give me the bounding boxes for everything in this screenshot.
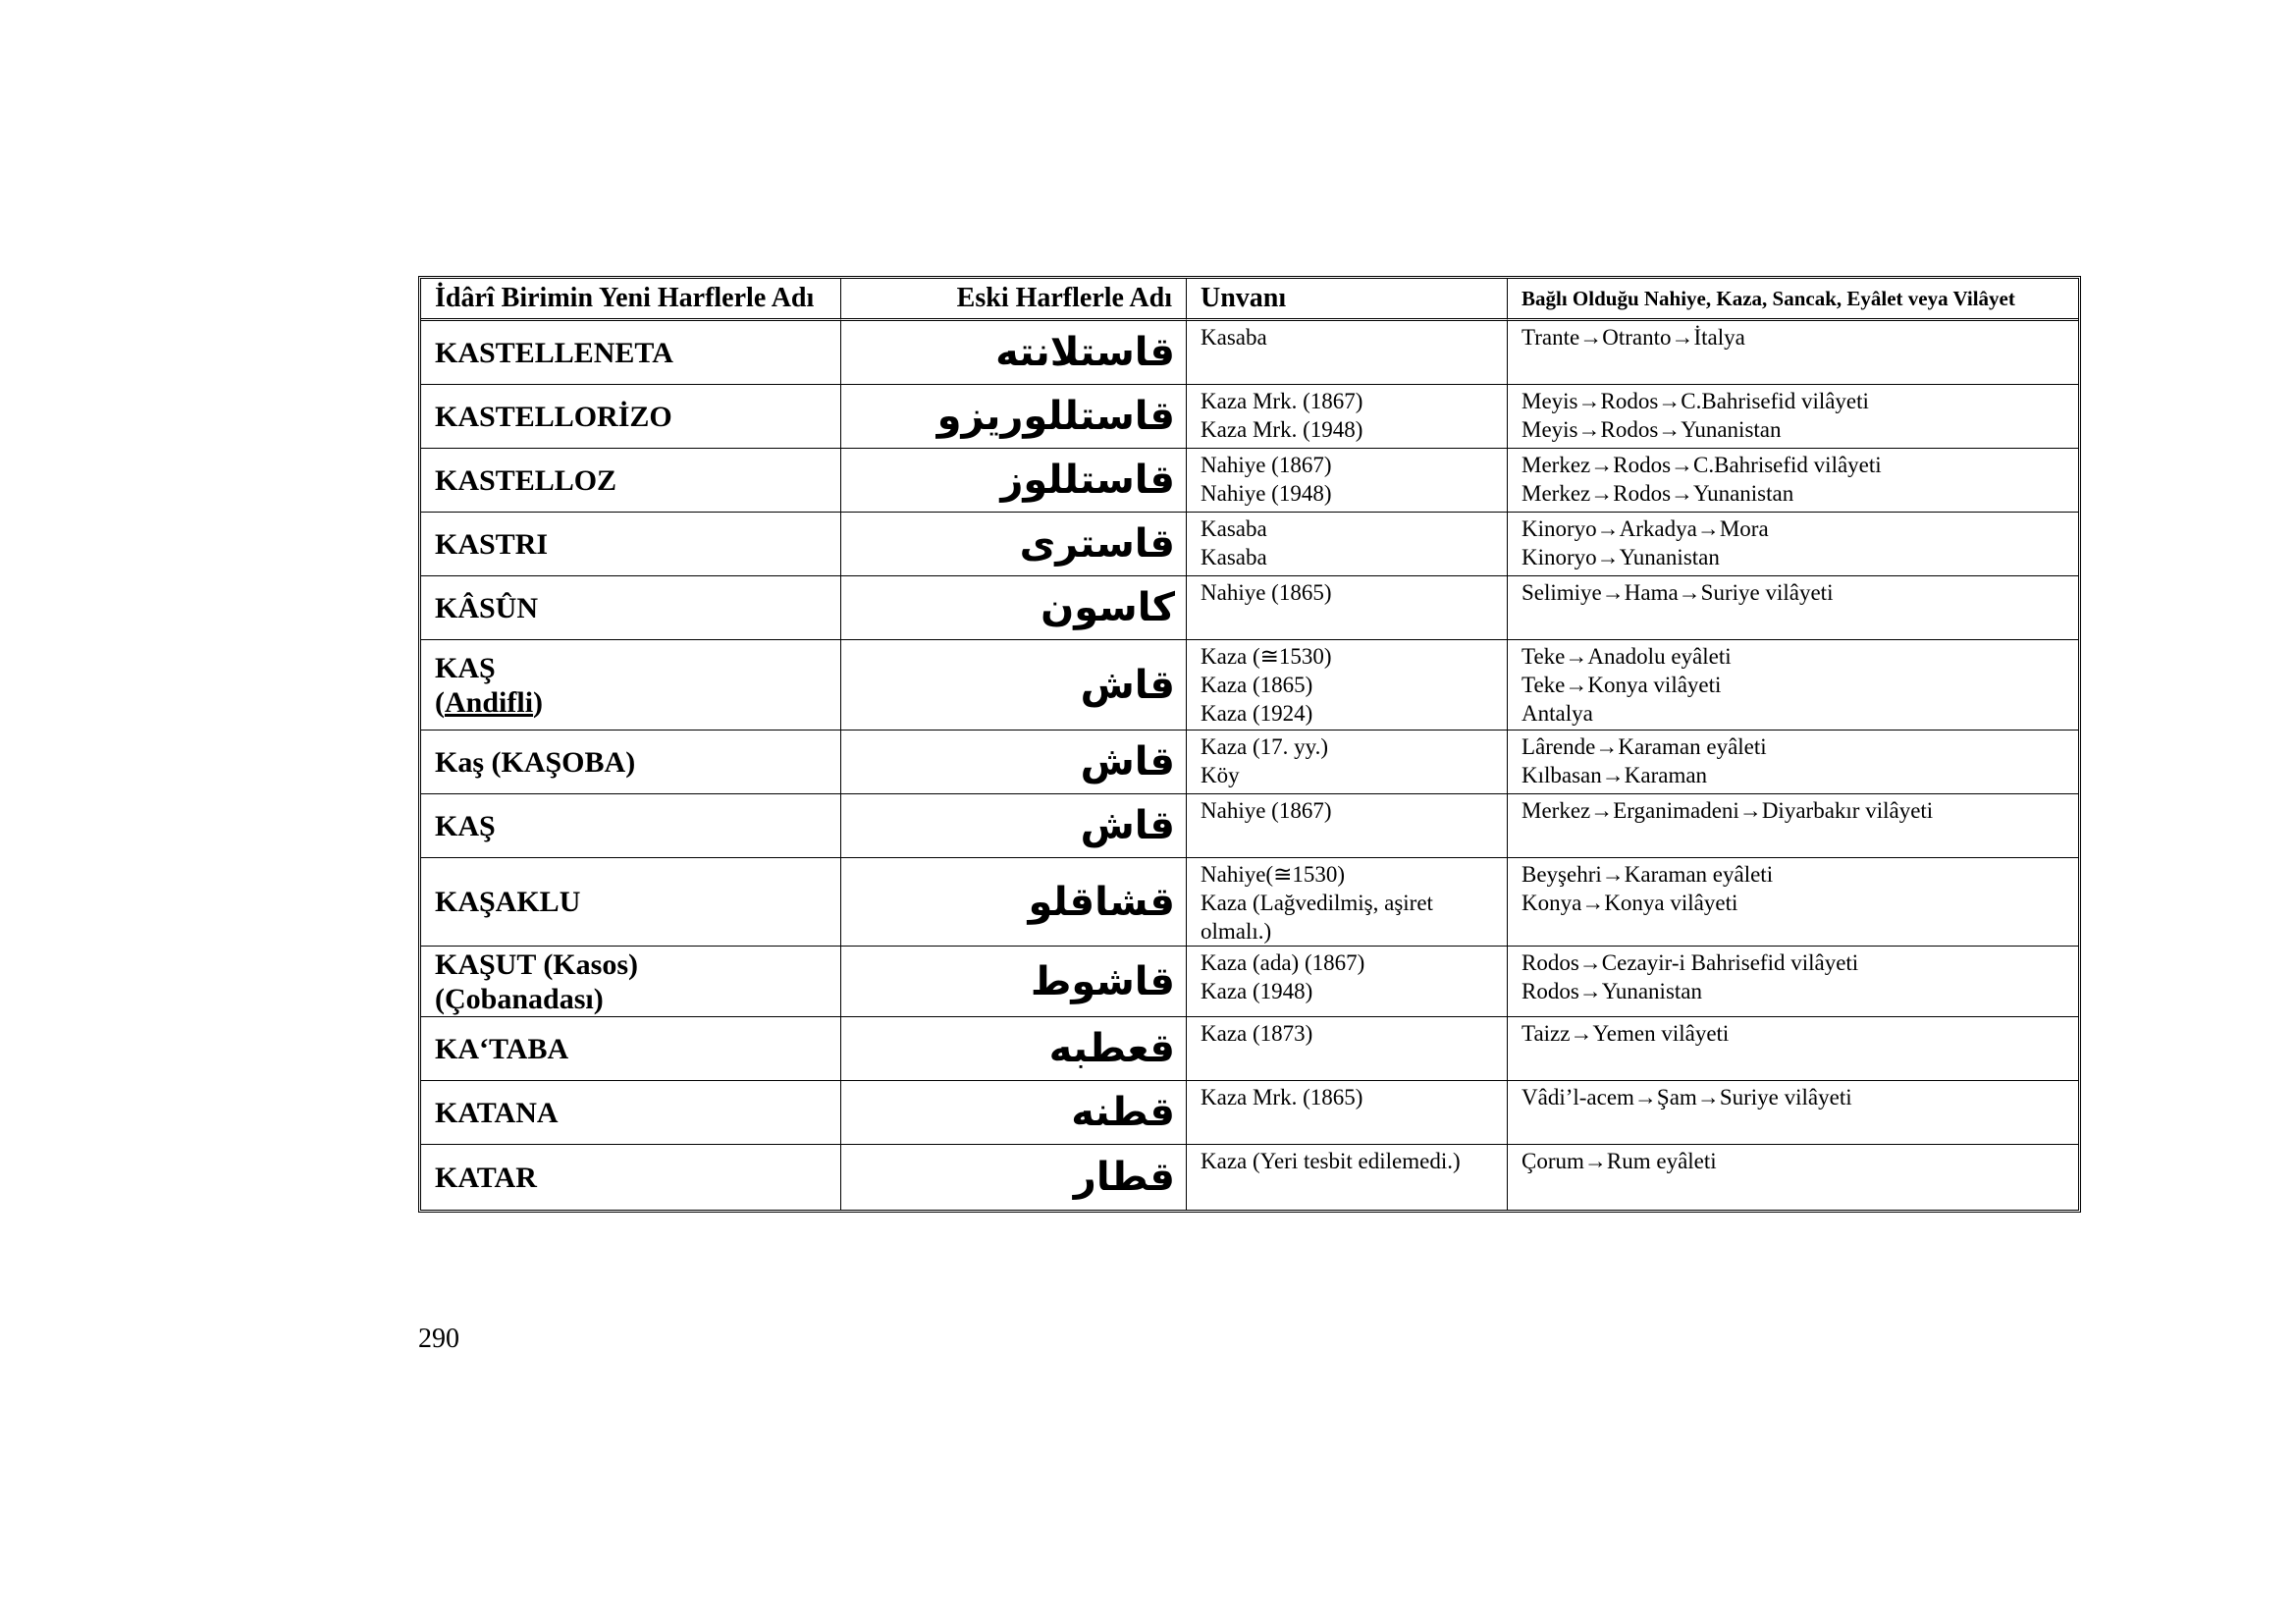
row-affiliation-line: Antalya [1522, 701, 1593, 726]
row-affiliation-cell [1508, 947, 2078, 1017]
table-body [421, 321, 2078, 1210]
row-title-line: Kaza (1948) [1201, 979, 1313, 1003]
table-row [421, 858, 2078, 947]
row-title-line: Kaza (ada) (1867) [1201, 950, 1365, 975]
row-name: KA‘TABA [435, 1032, 569, 1065]
table-row [421, 513, 2078, 576]
row-ottoman-name: قاستللوز [841, 449, 1187, 513]
row-affiliation-line: Merkez→Erganimadeni→Diyarbakır vilâyeti [1522, 798, 1934, 823]
row-name-cell [421, 513, 841, 576]
row-title-line: Nahiye (1867) [1201, 453, 1332, 477]
table-row [421, 449, 2078, 513]
row-title-line: Nahiye (1865) [1201, 580, 1332, 605]
table-row [421, 731, 2078, 794]
row-affiliation-cell [1508, 858, 2078, 947]
row-affiliation-line: Lârende→Karaman eyâleti [1522, 734, 1767, 759]
row-affiliation-line: Selimiye→Hama→Suriye vilâyeti [1522, 580, 1834, 605]
row-title-cell [1187, 321, 1508, 385]
row-name-cell [421, 449, 841, 513]
row-ottoman-name: قعطبه [841, 1017, 1187, 1081]
row-name-cell [421, 731, 841, 794]
row-ottoman-name: قاشوط [841, 947, 1187, 1017]
row-title-cell [1187, 513, 1508, 576]
row-ottoman-name: قطار [841, 1145, 1187, 1210]
row-title-cell [1187, 731, 1508, 794]
row-title-cell [1187, 640, 1508, 731]
row-name-line2: (Çobanadası) [435, 982, 604, 1015]
row-ottoman-name: قاش [841, 794, 1187, 858]
row-title-line: Kaza (1873) [1201, 1021, 1313, 1046]
row-name: KASTRI [435, 527, 549, 561]
row-ottoman-name: قاش [841, 640, 1187, 731]
row-name-cell [421, 1145, 841, 1210]
table-row [421, 1017, 2078, 1081]
row-affiliation-line: Merkez→Rodos→C.Bahrisefid vilâyeti [1522, 453, 1882, 477]
table-row [421, 640, 2078, 731]
row-affiliation-cell [1508, 513, 2078, 576]
row-ottoman-name: قشاقلو [841, 858, 1187, 947]
table-row [421, 947, 2078, 1017]
row-title-line: Kaza (1865) [1201, 673, 1313, 697]
table-row [421, 1145, 2078, 1210]
table-row [421, 385, 2078, 449]
row-affiliation-line: Çorum→Rum eyâleti [1522, 1149, 1717, 1173]
row-name-cell [421, 1081, 841, 1145]
row-affiliation-line: Kılbasan→Karaman [1522, 763, 1708, 787]
row-title-cell [1187, 858, 1508, 947]
row-affiliation-line: Konya→Konya vilâyeti [1522, 891, 1738, 915]
row-name-cell [421, 858, 841, 947]
row-title-cell [1187, 385, 1508, 449]
page-number: 290 [418, 1324, 459, 1354]
row-name: KÂSÛN [435, 591, 539, 624]
table-header-row [421, 279, 2078, 321]
row-name-cell [421, 794, 841, 858]
row-title-line: Kaza Mrk. (1867) [1201, 389, 1363, 413]
row-affiliation-cell [1508, 731, 2078, 794]
row-name: KATANA [435, 1096, 559, 1129]
row-affiliation-cell [1508, 321, 2078, 385]
row-affiliation-line: Teke→Anadolu eyâleti [1522, 644, 1732, 669]
header-new-name: İdârî Birimin Yeni Harflerle Adı [421, 279, 841, 321]
row-name: Kaş (KAŞOBA) [435, 745, 636, 779]
row-name: KASTELLENETA [435, 336, 673, 369]
row-title-cell [1187, 449, 1508, 513]
row-name-cell [421, 321, 841, 385]
row-title-line: Nahiye(≅1530) [1201, 862, 1346, 887]
table-row [421, 576, 2078, 640]
row-affiliation-line: Meyis→Rodos→Yunanistan [1522, 417, 1782, 442]
row-title-line: Kaza (Yeri tesbit edilemedi.) [1201, 1149, 1461, 1173]
row-ottoman-name: قاسترى [841, 513, 1187, 576]
row-name-cell [421, 385, 841, 449]
row-title-line: Kaza Mrk. (1865) [1201, 1085, 1363, 1110]
row-affiliation-line: Taizz→Yemen vilâyeti [1522, 1021, 1730, 1046]
header-affiliation: Bağlı Olduğu Nahiye, Kaza, Sancak, Eyâlet veya Vilâyet [1508, 279, 2078, 321]
row-name: KAŞ [435, 651, 496, 684]
row-affiliation-cell [1508, 576, 2078, 640]
row-title-line: Kaza (17. yy.) [1201, 734, 1329, 759]
row-title-cell [1187, 576, 1508, 640]
row-affiliation-line: Beyşehri→Karaman eyâleti [1522, 862, 1774, 887]
row-name-cell [421, 576, 841, 640]
row-name-cell: KAŞ (Andifli) [421, 640, 841, 731]
row-ottoman-name: قاش [841, 731, 1187, 794]
row-title-cell [1187, 1017, 1508, 1081]
row-title-line: Kaza (Lağvedilmiş, aşiret olmalı.) [1201, 891, 1433, 944]
row-title-line: Kaza (≅1530) [1201, 644, 1332, 669]
row-affiliation-line: Vâdi’l-acem→Şam→Suriye vilâyeti [1522, 1085, 1852, 1110]
row-affiliation-line: Rodos→Yunanistan [1522, 979, 1702, 1003]
row-affiliation-line: Merkez→Rodos→Yunanistan [1522, 481, 1794, 506]
administrative-units-table [418, 276, 2081, 1213]
row-ottoman-name: قطنه [841, 1081, 1187, 1145]
row-name: KASTELLORİZO [435, 400, 672, 433]
table-row [421, 321, 2078, 385]
row-affiliation-cell [1508, 449, 2078, 513]
header-title: Unvanı [1187, 279, 1508, 321]
row-affiliation-cell [1508, 794, 2078, 858]
row-title-line: Kasaba [1201, 516, 1267, 541]
row-title-line: Köy [1201, 763, 1240, 787]
row-title-line: Kaza (1924) [1201, 701, 1313, 726]
row-affiliation-line: Kinoryo→Arkadya→Mora [1522, 516, 1769, 541]
row-affiliation-cell [1508, 640, 2078, 731]
row-name: KAŞ [435, 809, 496, 842]
row-ottoman-name: قاستللوريزو [841, 385, 1187, 449]
row-name-cell [421, 1017, 841, 1081]
row-title-line: Nahiye (1948) [1201, 481, 1332, 506]
row-name: KAŞUT (Kasos) [435, 947, 638, 981]
row-affiliation-line: Kinoryo→Yunanistan [1522, 545, 1720, 569]
row-affiliation-line: Teke→Konya vilâyeti [1522, 673, 1722, 697]
header-old-name: Eski Harflerle Adı [841, 279, 1187, 321]
row-affiliation-line: Trante→Otranto→İtalya [1522, 325, 1745, 350]
row-ottoman-name: قاستلانته [841, 321, 1187, 385]
row-affiliation-cell [1508, 1145, 2078, 1210]
row-name-cell [421, 947, 841, 1017]
row-title-line: Nahiye (1867) [1201, 798, 1332, 823]
row-affiliation-line: Meyis→Rodos→C.Bahrisefid vilâyeti [1522, 389, 1869, 413]
row-name: KASTELLOZ [435, 463, 617, 497]
row-title-line: Kasaba [1201, 545, 1267, 569]
row-title-line: Kasaba [1201, 325, 1267, 350]
row-name: KAŞAKLU [435, 886, 581, 918]
row-affiliation-cell [1508, 1081, 2078, 1145]
row-name: KATAR [435, 1161, 537, 1194]
row-title-cell [1187, 1145, 1508, 1210]
table-row [421, 794, 2078, 858]
row-title-cell [1187, 1081, 1508, 1145]
row-affiliation-cell [1508, 385, 2078, 449]
table-row [421, 1081, 2078, 1145]
row-name-alt: Andifli [445, 685, 534, 719]
row-affiliation-line: Rodos→Cezayir-i Bahrisefid vilâyeti [1522, 950, 1859, 975]
row-title-line: Kaza Mrk. (1948) [1201, 417, 1363, 442]
row-affiliation-cell [1508, 1017, 2078, 1081]
row-title-cell [1187, 794, 1508, 858]
row-ottoman-name: كاسون [841, 576, 1187, 640]
row-title-cell [1187, 947, 1508, 1017]
